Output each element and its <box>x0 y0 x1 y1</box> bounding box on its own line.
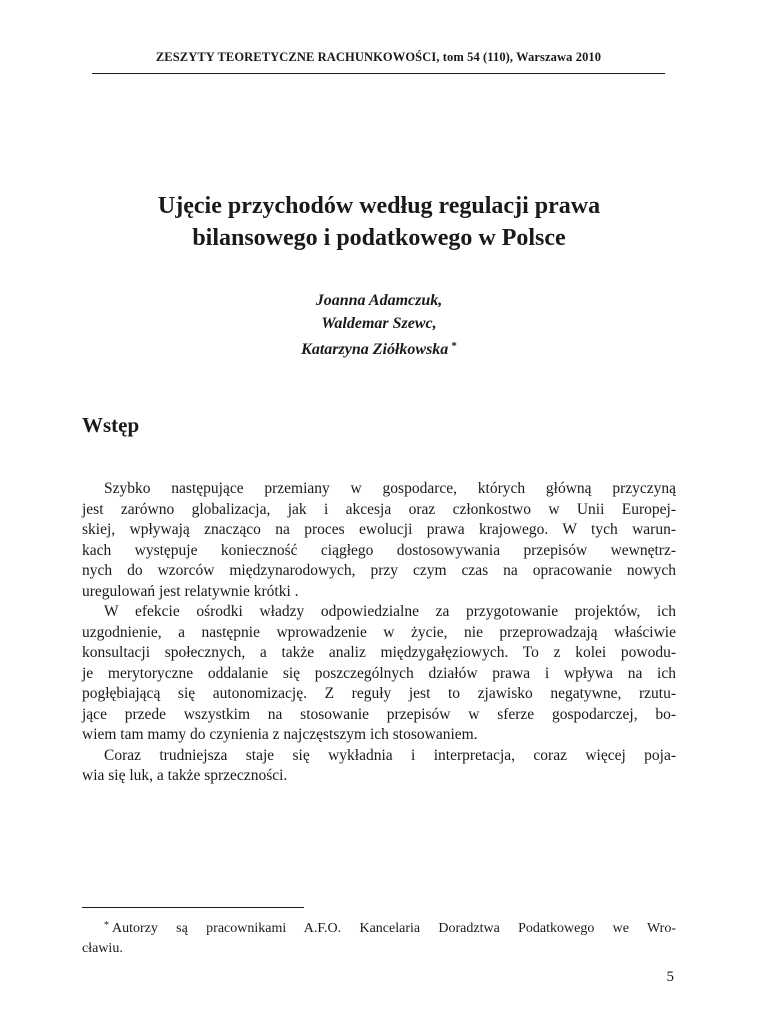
body-text <box>82 479 676 787</box>
author-name: Waldemar Szewc, <box>321 315 437 332</box>
header-rule <box>92 73 665 74</box>
paragraph-line: skiej, wpływają znacząco na proces ewolucji prawa krajowego. W tych warun- <box>82 521 676 538</box>
author-list <box>80 289 678 361</box>
footnote-marker: * <box>104 920 109 931</box>
paragraph-line: jące przede wszystkim na stosowanie przepisów w sferze gospodarczej, bo- <box>82 705 676 723</box>
paragraph-line: wiem tam mamy do czynienia z najczęstszym ich stosowaniem. <box>82 726 478 743</box>
paragraph-line: jest zarówno globalizacja, jak i akcesja oraz członkostwo w Unii Europej- <box>82 500 676 518</box>
footnote <box>82 916 676 959</box>
paragraph-line: uzgodnienie, a następnie wprowadzenie w życie, nie przeprowadzają właściwie <box>82 623 676 641</box>
running-header: ZESZYTY TEORETYCZNE RACHUNKOWOŚCI, tom 54 (110), Warszawa 2010 <box>155 50 602 64</box>
paragraph-line: kach występuje konieczność ciągłego dostosowywania przepisów wewnętrz- <box>82 541 676 559</box>
title-line: bilansowego i podatkowego w Polsce <box>192 225 566 251</box>
paragraph-line: Szybko następujące przemiany w gospodarce, których główną przyczyną <box>104 480 676 497</box>
paragraph-line: wia się luk, a także sprzeczności. <box>82 767 288 784</box>
paragraph-line: konsultacji społecznych, a także analiz międzygałęziowych. To z kolei powodu- <box>82 644 676 661</box>
footnote-line <box>82 916 676 939</box>
article-title <box>80 190 678 254</box>
author-name: Joanna Adamczuk, <box>315 292 443 309</box>
author-name: Katarzyna Ziółkowska <box>301 341 449 358</box>
footnote-text: Autorzy są pracownikami A.F.O. Kancelaria Doradztwa Podatkowego we Wro- <box>112 921 676 936</box>
footnote-marker: * <box>451 340 457 352</box>
paragraph-line: je merytoryczne oddalanie się poszczególnych działów prawa i wpływa na ich <box>82 664 676 682</box>
paragraph-line: uregulowań jest relatywnie krótki . <box>82 582 299 600</box>
paragraph-line: W efekcie ośrodki władzy odpowiedzialne za przygotowanie projektów, ich <box>104 603 676 620</box>
title-line: Ujęcie przychodów według regulacji prawa <box>157 193 601 219</box>
paragraph-line: nych do wzorców międzynarodowych, przy czym czas na opracowanie nowych <box>82 562 676 579</box>
footnote-line: cławiu. <box>82 941 123 956</box>
paragraph-line: Coraz trudniejsza staje się wykładnia i interpretacja, coraz więcej poja- <box>104 746 676 764</box>
footnote-rule <box>82 907 304 908</box>
section-heading: Wstęp <box>82 413 140 437</box>
page-number: 5 <box>666 969 674 985</box>
author-line <box>80 335 678 361</box>
paragraph-line: pogłębiającą się autonomizację. Z reguły jest to zjawisko negatywne, rzutu- <box>82 685 676 702</box>
